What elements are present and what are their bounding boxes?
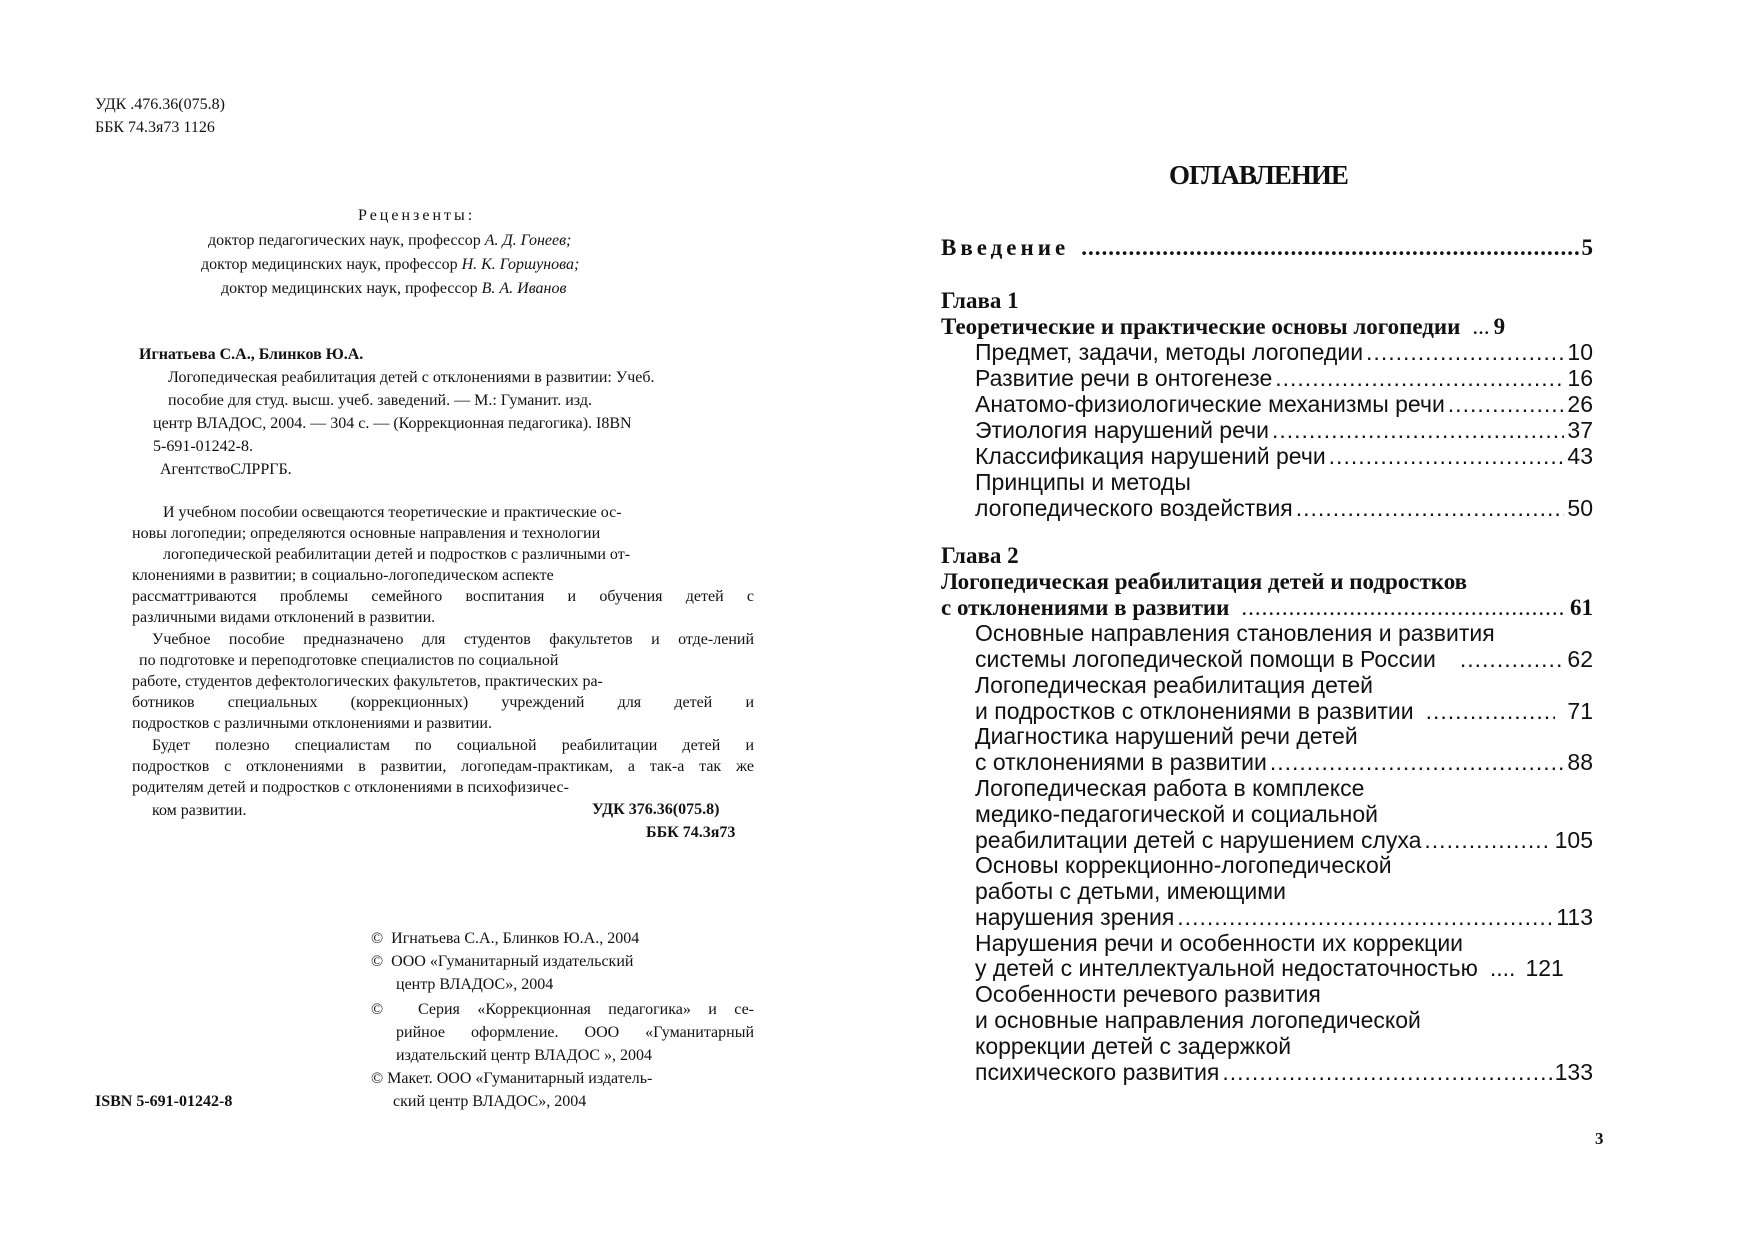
toc-entry-page: 121 xyxy=(1525,955,1564,981)
abstract-line: подростков с отклонениями в развитии, логопедам-практикам, а так-а так же xyxy=(132,758,754,775)
toc-entry-label: Теоретические и практические основы логопедии xyxy=(941,314,1461,339)
reviewer-3: доктор медицинских наук, профессор В. А. Иванов xyxy=(221,280,567,297)
toc-entry-label: Логопедическая реабилитация детей xyxy=(975,672,1374,698)
leader-dots xyxy=(1275,365,1564,392)
leader-dots xyxy=(1460,646,1565,673)
leader-dots: .... xyxy=(1489,955,1516,981)
toc-entry-label: логопедического воздействия xyxy=(975,495,1293,521)
bbk-bottom: ББК 74.3я73 xyxy=(646,824,736,841)
toc-entry-label: и основные направления логопедической xyxy=(975,1007,1421,1033)
abstract-line: ботников специальных (коррекционных) учреждений для детей и xyxy=(132,694,754,711)
page-number: 3 xyxy=(1595,1129,1604,1148)
copyright-line: центр ВЛАДОС», 2004 xyxy=(396,976,554,993)
abstract-line: родителям детей и подростков с отклонениями в психофизичес- xyxy=(132,779,569,796)
abstract-line: ком развитии. xyxy=(152,802,247,819)
toc-entry-intro[interactable] xyxy=(941,235,1593,261)
toc-entry[interactable] xyxy=(975,698,1593,725)
leader-dots xyxy=(1424,827,1551,854)
toc-entry[interactable] xyxy=(975,365,1593,392)
leader-dots xyxy=(1081,235,1578,261)
toc-entry-label: Логопедическая работа в комплексе xyxy=(975,775,1365,801)
leader-dots xyxy=(1366,339,1564,366)
chapter-1-heading: Глава 1 xyxy=(941,288,1019,313)
toc-entry[interactable] xyxy=(975,1059,1593,1086)
isbn: ISBN 5-691-01242-8 xyxy=(95,1093,233,1110)
toc-entry-page: 113 xyxy=(1556,904,1593,930)
toc-entry[interactable] xyxy=(975,827,1593,854)
toc-entry-page: 133 xyxy=(1554,1059,1593,1085)
toc-entry-page: 50 xyxy=(1567,495,1593,521)
copyright-line: © Макет. ООО «Гуманитарный издатель- xyxy=(371,1070,653,1087)
chapter-2-title: Логопедическая реабилитация детей и подростков xyxy=(941,569,1468,594)
toc-entry[interactable] xyxy=(975,904,1593,931)
copyright-line: издательский центр ВЛАДОС », 2004 xyxy=(396,1047,653,1064)
toc-entry-label: Особенности речевого развития xyxy=(975,981,1321,1007)
toc-entry-label: у детей с интеллектуальной недостаточностью xyxy=(975,955,1478,981)
biblio-line: пособие для студ. высш. учеб. заведений. — М.: Гуманит. изд. xyxy=(168,392,592,409)
toc-entry-page: 9 xyxy=(1493,314,1506,339)
leader-dots xyxy=(1272,417,1564,444)
toc-entry-label: с отклонениями в развитии xyxy=(975,749,1267,775)
toc-entry-label: работы с детьми, имеющими xyxy=(975,878,1286,904)
toc-entry-page: 61 xyxy=(1570,595,1593,620)
toc-entry[interactable] xyxy=(975,749,1593,776)
abstract-line: Будет полезно специалистам по социальной реабилитации детей и xyxy=(152,737,754,754)
biblio-line: центр ВЛАДОС, 2004. — 304 с. — (Коррекционная педагогика). I8BN xyxy=(153,415,632,432)
toc-entry[interactable] xyxy=(975,955,1593,982)
toc-entry-label: медико-педагогической и социальной xyxy=(975,801,1378,827)
toc-entry-page: 62 xyxy=(1567,646,1593,672)
chapter-2-heading: Глава 2 xyxy=(941,543,1019,568)
toc-entry[interactable] xyxy=(975,391,1593,418)
toc-entry[interactable] xyxy=(975,495,1593,522)
toc-entry-label: Развитие речи в онтогенезе xyxy=(975,365,1273,391)
abstract-line: работе, студентов дефектологических факультетов, практических ра- xyxy=(132,673,603,690)
toc-entry-page: 37 xyxy=(1567,417,1593,443)
bbk-line: ББК 74.3я73 1126 xyxy=(95,119,215,136)
chapter-1-title[interactable] xyxy=(941,314,1582,340)
leader-dots xyxy=(1222,1059,1551,1086)
toc-entry-page: 105 xyxy=(1554,827,1593,853)
abstract-line: различными видами отклонений в развитии. xyxy=(132,609,436,626)
leader-dots xyxy=(1329,443,1565,470)
authors: Игнатьева С.А., Блинков Ю.А. xyxy=(139,346,364,363)
abstract-line: логопедической реабилитации детей и подростков с различными от- xyxy=(163,546,631,563)
abstract-line: Учебное пособие предназначено для студентов факультетов и отде-лений xyxy=(152,631,754,648)
toc-entry-page: 16 xyxy=(1567,365,1593,391)
chapter-2-title-line[interactable] xyxy=(941,595,1593,621)
abstract-line: И учебном пособии освещаются теоретические и практические ос- xyxy=(163,504,622,521)
abstract-line: по подготовке и переподготовке специалистов по социальной xyxy=(139,652,559,669)
toc-entry-label: Принципы и методы xyxy=(975,469,1191,495)
leader-dots xyxy=(1426,698,1556,725)
copyright-line: © ООО «Гуманитарный издательский xyxy=(371,953,634,970)
leader-dots xyxy=(1270,749,1565,776)
toc-entry-page: 88 xyxy=(1567,749,1593,775)
udk-line: УДК .476.36(075.8) xyxy=(95,96,225,113)
biblio-line: Логопедическая реабилитация детей с отклонениями в развитии: Учеб. xyxy=(168,369,655,386)
toc-entry-label: системы логопедической помощи в России xyxy=(975,646,1436,672)
toc-entry[interactable] xyxy=(975,443,1593,470)
toc-entry-label: Этиология нарушений речи xyxy=(975,417,1269,443)
copyright-line: © Игнатьева С.А., Блинков Ю.А., 2004 xyxy=(371,930,640,947)
toc-entry-page: 5 xyxy=(1581,235,1593,260)
toc-title: ОГЛАВЛЕНИЕ xyxy=(1169,160,1348,190)
toc-entry-label: Анатомо-физиологические механизмы речи xyxy=(975,391,1445,417)
leader-dots xyxy=(1448,391,1565,418)
abstract-line: подростков с различными отклонениями и развитии. xyxy=(132,715,492,732)
copyright-line: © Серия «Коррекционная педагогика» и се- xyxy=(371,1001,754,1018)
toc-entry-label: психического развития xyxy=(975,1059,1220,1085)
abstract-line: клонениями в развитии; в социально-логопедическом аспекте xyxy=(132,567,554,584)
udk-bottom: УДК 376.36(075.8) xyxy=(592,801,720,818)
toc-entry-label: с отклонениями в развитии xyxy=(941,595,1230,620)
toc-entry[interactable] xyxy=(975,339,1593,366)
toc-entry-label: реабилитации детей с нарушением слуха xyxy=(975,827,1422,853)
toc-entry-page: 10 xyxy=(1567,339,1593,365)
toc-entry-label: Введение xyxy=(941,235,1070,260)
abstract-line: новы логопедии; определяются основные направления и технологии xyxy=(132,525,601,542)
leader-dots xyxy=(1241,595,1567,621)
toc-entry[interactable] xyxy=(975,417,1593,444)
reviewer-1: доктор педагогических наук, профессор А. Д. Гонеев; xyxy=(208,232,572,249)
toc-entry-label: Нарушения речи и особенности их коррекции xyxy=(975,930,1464,956)
toc-entry-page: 26 xyxy=(1567,391,1593,417)
leader-dots: ... xyxy=(1472,314,1490,339)
toc-entry-label: коррекции детей с задержкой xyxy=(975,1033,1292,1059)
toc-entry-label: Классификация нарушений речи xyxy=(975,443,1326,469)
copyright-line: ский центр ВЛАДОС», 2004 xyxy=(393,1093,587,1110)
copyright-line: рийное оформление. ООО «Гуманитарный xyxy=(396,1024,754,1041)
toc-entry-page: 71 xyxy=(1567,698,1593,724)
toc-entry-label: Диагностика нарушений речи детей xyxy=(975,723,1358,749)
toc-entry-label: нарушения зрения xyxy=(975,904,1175,930)
leader-dots xyxy=(1177,904,1553,931)
toc-entry-label: и подростков с отклонениями в развитии xyxy=(975,698,1414,724)
biblio-line: АгентствоСЛРРГБ. xyxy=(160,461,292,478)
toc-entry-label: Основы коррекционно-логопедической xyxy=(975,852,1392,878)
toc-entry-label: Основные направления становления и развития xyxy=(975,620,1495,646)
leader-dots xyxy=(1296,495,1565,522)
abstract-line: рассматтриваются проблемы семейного воспитания и обучения детей с xyxy=(132,588,754,605)
toc-entry[interactable] xyxy=(975,646,1593,673)
reviewers-title: Рецензенты: xyxy=(358,207,476,224)
biblio-line: 5-691-01242-8. xyxy=(153,438,253,455)
toc-entry-label: Предмет, задачи, методы логопедии xyxy=(975,339,1364,365)
reviewer-2: доктор медицинских наук, профессор Н. К. Горшунова; xyxy=(201,256,580,273)
toc-entry-page: 43 xyxy=(1567,443,1593,469)
